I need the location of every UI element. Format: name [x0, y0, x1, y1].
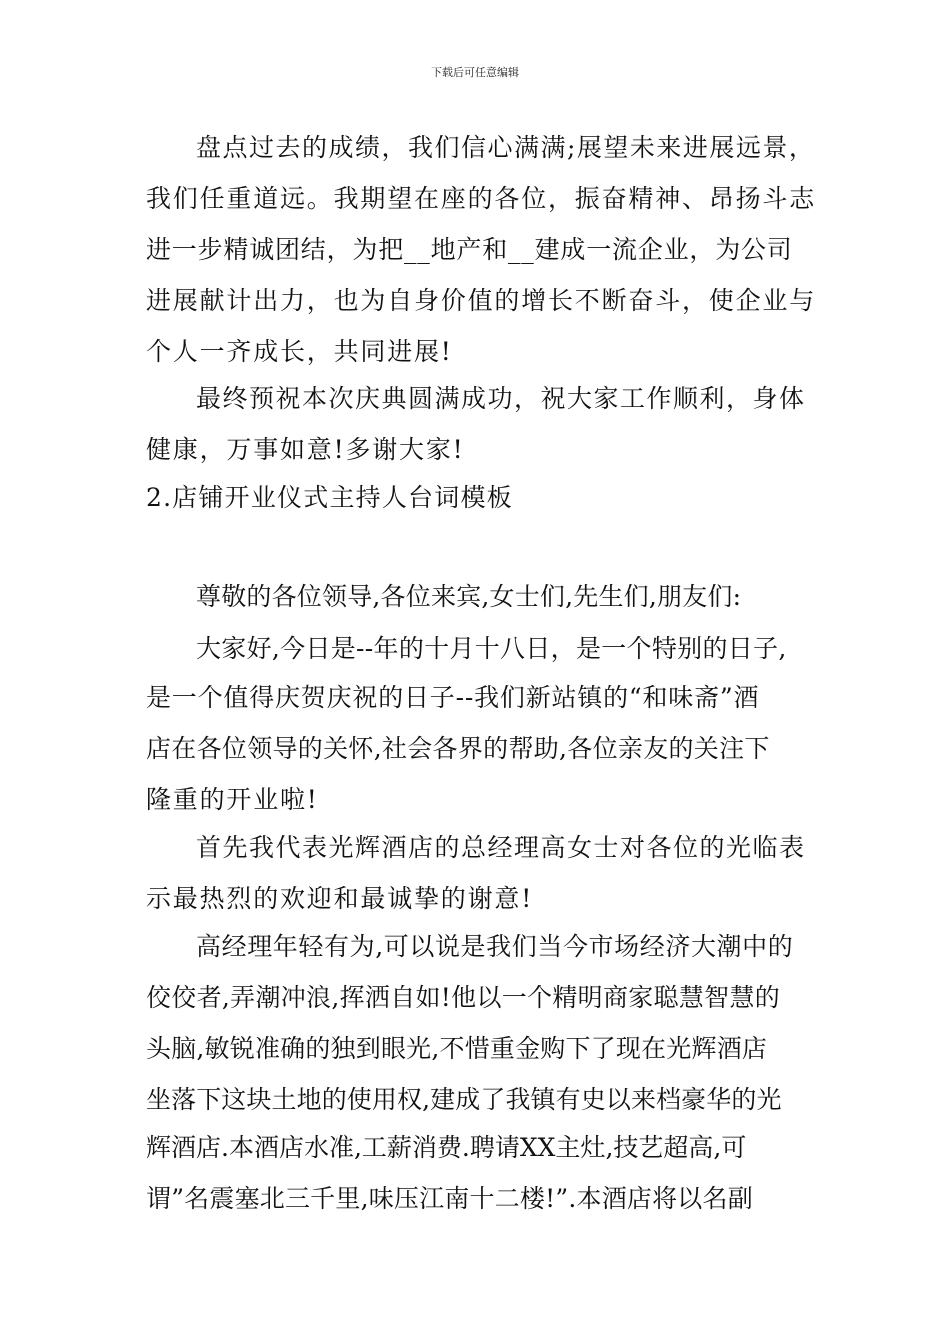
- text-line: 盘点过去的成绩，我们信心满满;展望未来进展远景，: [196, 133, 816, 162]
- section-heading: 2.店铺开业仪式主持人台词模板: [146, 483, 513, 512]
- text-line: 辉酒店.本酒店水准,工薪消费.聘请XX主灶,技艺超高,可: [146, 1133, 747, 1162]
- text-line: 佼佼者,弄潮冲浪,挥洒自如!他以一个精明商家聪慧智慧的: [146, 983, 781, 1012]
- text-line: 谓”名震塞北三千里,味压江南十二楼!”.本酒店将以名副: [146, 1184, 753, 1213]
- text-line: 进展献计出力，也为自身价值的增长不断奋斗，使企业与: [146, 286, 817, 315]
- text-line: 首先我代表光辉酒店的总经理高女士对各位的光临表: [196, 833, 806, 862]
- text-line: 尊敬的各位领导,各位来宾,女士们,先生们,朋友们:: [196, 582, 742, 611]
- text-line: 我们任重道远。我期望在座的各位，振奋精神、昂扬斗志: [146, 184, 817, 213]
- text-line: 坐落下这块土地的使用权,建成了我镇有史以来档豪华的光: [146, 1085, 782, 1114]
- page-header: 下载后可任意编辑: [431, 66, 519, 79]
- text-line: 示最热烈的欢迎和最诚挚的谢意!: [146, 884, 534, 913]
- text-line: 进一步精诚团结，为把__地产和__建成一流企业，为公司: [146, 235, 793, 264]
- text-line: 大家好,今日是--年的十月十八日，是一个特别的日子,: [196, 634, 787, 663]
- text-line: 高经理年轻有为,可以说是我们当今市场经济大潮中的: [196, 932, 794, 961]
- text-line: 个人一齐成长，共同进展!: [146, 337, 453, 366]
- text-line: 店在各位领导的关怀,社会各界的帮助,各位亲友的关注下: [146, 734, 770, 763]
- text-line: 是一个值得庆贺庆祝的日子--我们新站镇的“和味斋”酒: [146, 683, 760, 712]
- text-line: 头脑,敏锐准确的独到眼光,不惜重金购下了现在光辉酒店: [146, 1034, 768, 1063]
- text-line: 隆重的开业啦!: [146, 785, 319, 814]
- text-line: 健康，万事如意!多谢大家!: [146, 435, 465, 464]
- text-line: 最终预祝本次庆典圆满成功，祝大家工作顺利，身体: [196, 384, 806, 413]
